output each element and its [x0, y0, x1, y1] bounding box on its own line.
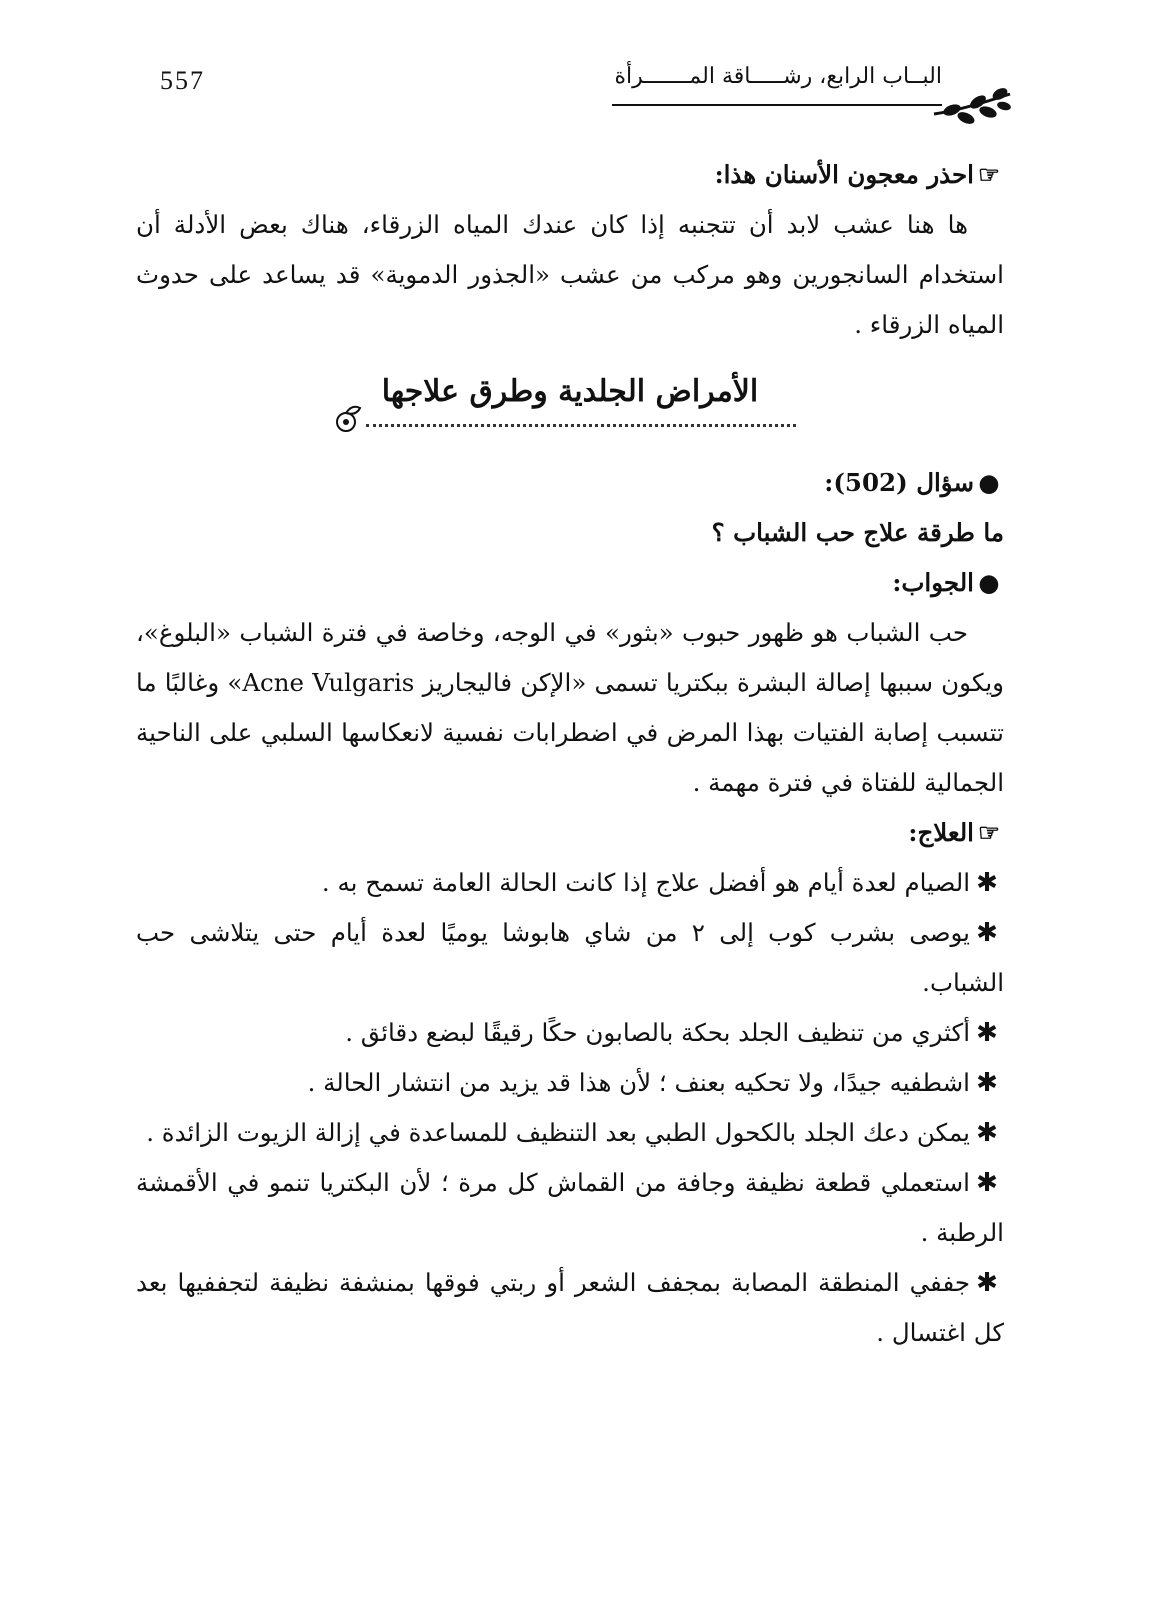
star-bullet-icon: ✱	[976, 1068, 998, 1098]
treatment-item: ✱أكثري من تنظيف الجلد بحكة بالصابون حكًا رقيقًا لبضع دقائق .	[136, 1008, 1004, 1058]
treatment-item: ✱الصيام لعدة أيام هو أفضل علاج إذا كانت الحالة العامة تسمح به .	[136, 858, 1004, 908]
star-bullet-icon: ✱	[976, 1018, 998, 1048]
star-bullet-icon: ✱	[976, 1118, 998, 1148]
answer-label: ●الجواب:	[136, 558, 1004, 608]
treatment-item: ✱اشطفيه جيدًا، ولا تحكيه بعنف ؛ لأن هذا قد يزيد من انتشار الحالة .	[136, 1058, 1004, 1108]
page-content	[136, 150, 1004, 1358]
title-ornament	[136, 412, 1004, 452]
star-bullet-icon: ✱	[976, 918, 998, 948]
page-header	[136, 60, 1012, 130]
treatment-item: ✱استعملي قطعة نظيفة وجافة من القماش كل مرة ؛ لأن البكتريا تنمو في الأقمشة الرطبة .	[136, 1158, 1004, 1258]
dotted-rule	[366, 416, 796, 427]
treatment-item: ✱يمكن دعك الجلد بالكحول الطبي بعد التنظيف للمساعدة في إزالة الزيوت الزائدة .	[136, 1108, 1004, 1158]
star-bullet-icon: ✱	[976, 1268, 998, 1298]
treatment-item: ✱يوصى بشرب كوب إلى ٢ من شاي هابوشا يوميًا لعدة أيام حتى يتلاشى حب الشباب.	[136, 908, 1004, 1008]
star-bullet-icon: ✱	[976, 868, 998, 898]
answer-paragraph: حب الشباب هو ظهور حبوب «بثور» في الوجه، وخاصة في فترة الشباب «البلوغ»، ويكون سببها إصالة البشرة ببكتريا تسمى «الإكن فاليجاريز Acne Vulgaris» وغالبًا ما تتسبب إصابة الفتيات بهذا المرض في اضطرابات نفسية لانعكاسها السلبي على الناحية الجمالية للفتاة في فترة مهمة .	[136, 618, 1005, 797]
header-rule	[612, 104, 942, 106]
pointing-hand-icon: ☞	[978, 818, 1000, 847]
section-title: الأمراض الجلدية وطرق علاجها	[381, 374, 759, 409]
apple-icon: ●	[978, 468, 1000, 497]
treatment-heading: ☞العلاج:	[136, 808, 1004, 858]
flower-icon	[332, 402, 366, 436]
pointing-hand-icon: ☞	[978, 160, 1000, 189]
apple-icon: ●	[978, 568, 1000, 597]
latin-term: Acne Vulgaris	[242, 668, 415, 697]
question-label: ●سؤال (502):	[136, 458, 1004, 508]
leaf-branch-icon	[932, 84, 1012, 128]
question-text: ما طرقة علاج حب الشباب ؟	[711, 518, 1004, 547]
star-bullet-icon: ✱	[976, 1168, 998, 1198]
warning-paragraph: ها هنا عشب لابد أن تتجنبه إذا كان عندك المياه الزرقاء، هناك بعض الأدلة أن استخدام السانجورين وهو مركب من عشب «الجذور الدموية» قد يساعد على حدوث المياه الزرقاء .	[136, 210, 1004, 339]
page-number: 557	[160, 66, 205, 95]
warning-heading: ☞احذر معجون الأسنان هذا:	[136, 150, 1004, 200]
running-head: البــاب الرابع، رشـــــاقة المـــــــرأة	[614, 64, 942, 89]
treatment-item: ✱جففي المنطقة المصابة بمجفف الشعر أو ربتي فوقها بمنشفة نظيفة لتجففيها بعد كل اغتسال .	[136, 1258, 1004, 1358]
